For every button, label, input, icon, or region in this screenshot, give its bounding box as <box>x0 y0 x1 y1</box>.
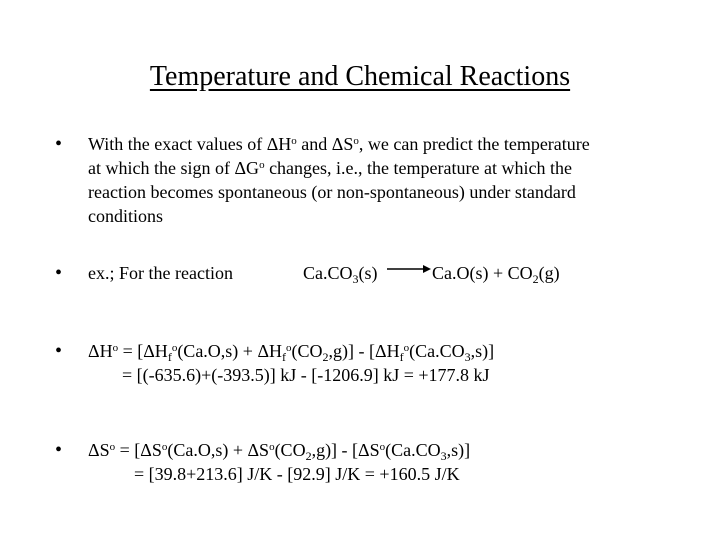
bullet-1-line-1: With the exact values of $\Delta H^o$ and $\Delta S^o$, we can predict the temperature <box>88 134 590 154</box>
slide-title: Temperature and Chemical Reactions <box>149 61 571 92</box>
products: $Ca.O(s) + CO_2(g)$ <box>432 263 560 286</box>
enthalpy-result: = [(-635.6)+(-393.5)] kJ - [-1206.9] kJ = +177.8 kJ <box>122 365 490 385</box>
reactant: $Ca.CO_3(s)$ <box>303 263 378 286</box>
bullet-marker: • <box>55 262 63 284</box>
bullet-1-text <box>88 132 688 228</box>
entropy-result: = [39.8+213.6] J/K - [92.9] J/K = +160.5 J/K <box>134 464 460 484</box>
reaction-arrow-icon <box>386 262 432 276</box>
bullet-marker: • <box>55 439 63 461</box>
example-label: ex.; For the reaction <box>88 263 233 283</box>
bullet-marker: • <box>55 133 63 155</box>
bullet-1-line-2: at which the sign of $\Delta G^o$ changes, i.e., the temperature at which the <box>88 158 572 178</box>
bullet-marker: • <box>55 340 63 362</box>
entropy-equation: $\Delta S^o = [\Delta S^o(Ca.O,s) + \Delta S^o(CO_2,g)] - [\Delta S^o(Ca.CO_3,s)]$ <box>88 440 471 463</box>
bullet-1-line-4: conditions <box>88 206 163 226</box>
enthalpy-equation: $\Delta H^o = [\Delta H_f^o(Ca.O,s) + \Delta H_f^o(CO_2,g)] - [\Delta H_f^o(Ca.CO_3,s)]$ <box>88 341 495 364</box>
bullet-1-line-3: reaction becomes spontaneous (or non-spontaneous) under standard <box>88 182 576 202</box>
